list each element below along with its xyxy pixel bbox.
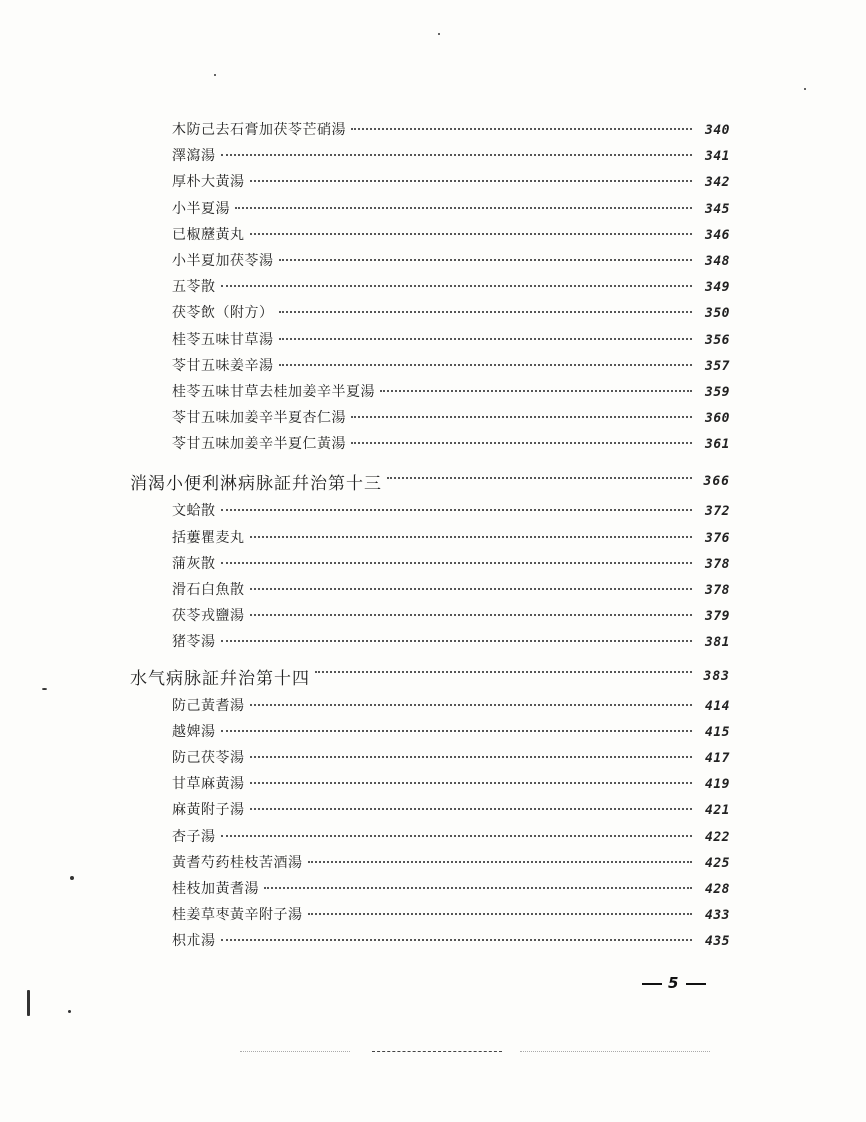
toc-entry	[172, 527, 730, 553]
toc-entry	[172, 852, 730, 878]
dot-leader	[221, 285, 693, 287]
toc-entry-page: 378	[705, 556, 730, 572]
toc-entry-page: 381	[705, 635, 730, 651]
toc-entry-title: 桂苓五味甘草湯	[172, 331, 274, 348]
toc-entry-title: 已椒藶黃丸	[172, 226, 245, 243]
toc-entry-title: 黃耆芍药桂枝苦酒湯	[172, 854, 303, 871]
toc-entry	[172, 773, 730, 799]
dot-leader	[221, 835, 693, 837]
dot-leader	[250, 614, 693, 616]
toc-entry-title: 蒲灰散	[172, 555, 216, 572]
toc-entry	[172, 407, 730, 433]
dot-leader	[221, 509, 693, 511]
toc-entry-title: 甘草麻黃湯	[172, 776, 245, 793]
dot-leader	[221, 939, 693, 941]
toc-entry-page: 346	[705, 227, 730, 243]
toc-entry-page: 379	[705, 609, 730, 625]
dot-leader	[279, 364, 693, 366]
toc-entry-page: 345	[705, 201, 730, 217]
dot-leader	[250, 808, 693, 810]
dot-leader	[221, 730, 693, 732]
dot-leader	[279, 311, 693, 313]
toc-entry	[172, 355, 730, 381]
toc-entry-title: 越婢湯	[172, 723, 216, 740]
dot-leader	[308, 913, 693, 915]
dot-leader	[279, 259, 693, 261]
scan-speck	[438, 33, 440, 35]
chapter-title: 消渴小便利淋病脉証幷治第十三	[130, 474, 382, 495]
chapter-title: 水气病脉証幷治第十四	[130, 668, 310, 689]
toc-entry	[172, 302, 730, 328]
dot-leader	[250, 588, 693, 590]
toc-entry-title: 茯苓戎鹽湯	[172, 608, 245, 625]
dot-leader	[351, 416, 692, 418]
dot-leader	[387, 477, 692, 479]
chapter-page: 383	[703, 668, 730, 684]
toc-entry	[172, 329, 730, 355]
toc-entry	[172, 826, 730, 852]
dot-leader	[221, 640, 693, 642]
toc-entry	[172, 250, 730, 276]
toc-entry-title: 厚朴大黃湯	[172, 174, 245, 191]
toc-entry-title: 小半夏加茯苓湯	[172, 252, 274, 269]
scan-speck	[70, 876, 74, 880]
toc-entry-title: 五苓散	[172, 279, 216, 296]
toc-entry-page: 372	[705, 504, 730, 520]
dot-leader	[250, 704, 693, 706]
dot-leader	[380, 390, 692, 392]
toc-entry-page: 360	[705, 411, 730, 427]
toc-entry-page: 428	[705, 881, 730, 897]
toc-entry	[172, 276, 730, 302]
toc-entry-title: 杏子湯	[172, 828, 216, 845]
toc-entry-title: 苓甘五味加姜辛半夏杏仁湯	[172, 410, 346, 427]
toc-entry-page: 415	[705, 724, 730, 740]
toc-entry-title: 澤瀉湯	[172, 148, 216, 165]
toc-entry	[172, 904, 730, 930]
toc-entry-title: 苓甘五味姜辛湯	[172, 357, 274, 374]
dot-leader	[221, 562, 693, 564]
toc-entry-title: 防己黃耆湯	[172, 697, 245, 714]
toc-entry	[172, 579, 730, 605]
dot-leader	[250, 233, 693, 235]
toc-entry-title: 茯苓飲（附方）	[172, 305, 274, 322]
toc-entry-page: 378	[705, 583, 730, 598]
footer-dash-left	[642, 983, 662, 985]
dot-leader	[250, 756, 693, 758]
dot-leader	[221, 154, 693, 156]
toc-entry-page: 419	[705, 777, 730, 793]
toc-entry-title: 桂枝加黃耆湯	[172, 880, 259, 897]
scan-line	[520, 1051, 710, 1052]
toc-entry-title: 猪苓湯	[172, 634, 216, 651]
toc-entry-page: 433	[705, 908, 730, 924]
toc-entry-page: 342	[705, 175, 730, 191]
toc-entry	[172, 381, 730, 407]
toc-entry-page: 350	[705, 306, 730, 322]
toc-entry	[172, 721, 730, 747]
scan-speck	[214, 74, 216, 76]
toc-entry	[172, 605, 730, 631]
toc-chapter-heading	[130, 658, 730, 695]
dot-leader	[250, 180, 693, 182]
toc-entry-page: 357	[705, 358, 730, 374]
toc-entry-title: 小半夏湯	[172, 200, 230, 217]
toc-entry-title: 括蔞瞿麦丸	[172, 529, 245, 546]
toc-entry-page: 359	[705, 384, 730, 400]
footer-dash-right	[686, 983, 706, 985]
dot-leader	[315, 671, 692, 673]
toc-entry	[172, 119, 730, 145]
toc-entry	[172, 799, 730, 825]
toc-entry-page: 414	[705, 698, 730, 714]
scan-speck	[68, 1010, 71, 1013]
toc-entry-title: 桂苓五味甘草去桂加姜辛半夏湯	[172, 383, 375, 400]
toc-entry-title: 滑石白魚散	[172, 582, 245, 598]
toc-entry-page: 348	[705, 253, 730, 269]
toc-entry	[172, 878, 730, 904]
toc-entry-title: 苓甘五味加姜辛半夏仁黃湯	[172, 436, 346, 453]
toc-entry-title: 桂姜草枣黃辛附子湯	[172, 907, 303, 924]
toc-entry-page: 356	[705, 332, 730, 348]
toc-entry-page: 349	[705, 280, 730, 296]
table-of-contents	[130, 119, 730, 956]
dot-leader	[250, 782, 693, 784]
toc-entry-page: 340	[705, 123, 730, 138]
toc-entry-title: 防己茯苓湯	[172, 749, 245, 766]
page-footer	[636, 974, 712, 992]
toc-entry-page: 425	[705, 855, 730, 871]
toc-entry	[172, 171, 730, 197]
toc-entry	[172, 433, 730, 459]
toc-entry-title: 麻黃附子湯	[172, 802, 245, 819]
dot-leader	[351, 128, 692, 130]
toc-entry	[172, 631, 730, 657]
toc-entry-page: 422	[705, 829, 730, 845]
toc-entry	[172, 930, 730, 956]
toc-entry-page: 435	[705, 934, 730, 950]
toc-entry-page: 417	[705, 750, 730, 766]
dot-leader	[351, 442, 692, 444]
scan-speck	[42, 688, 47, 690]
dot-leader	[308, 861, 693, 863]
toc-entry-page: 341	[705, 149, 730, 165]
dot-leader	[264, 887, 692, 889]
toc-entry	[172, 224, 730, 250]
dot-leader	[250, 536, 693, 538]
toc-entry-page: 361	[705, 437, 730, 453]
scan-line	[372, 1051, 502, 1052]
toc-entry	[172, 145, 730, 171]
toc-entry-page: 376	[705, 530, 730, 546]
chapter-page: 366	[703, 474, 730, 490]
scan-speck	[27, 990, 30, 1016]
toc-entry-title: 文蛤散	[172, 503, 216, 520]
toc-entry	[172, 553, 730, 579]
page-number: 5	[668, 974, 681, 992]
toc-entry	[172, 198, 730, 224]
toc-entry	[172, 500, 730, 526]
toc-entry-title: 木防己去石膏加茯苓芒硝湯	[172, 122, 346, 138]
scan-speck	[804, 88, 806, 90]
dot-leader	[279, 338, 693, 340]
scan-line	[240, 1051, 350, 1052]
toc-entry-page: 421	[705, 803, 730, 819]
toc-chapter-heading	[130, 463, 730, 500]
toc-entry	[172, 695, 730, 721]
dot-leader	[235, 207, 692, 209]
toc-entry-title: 枳朮湯	[172, 933, 216, 950]
toc-entry	[172, 747, 730, 773]
